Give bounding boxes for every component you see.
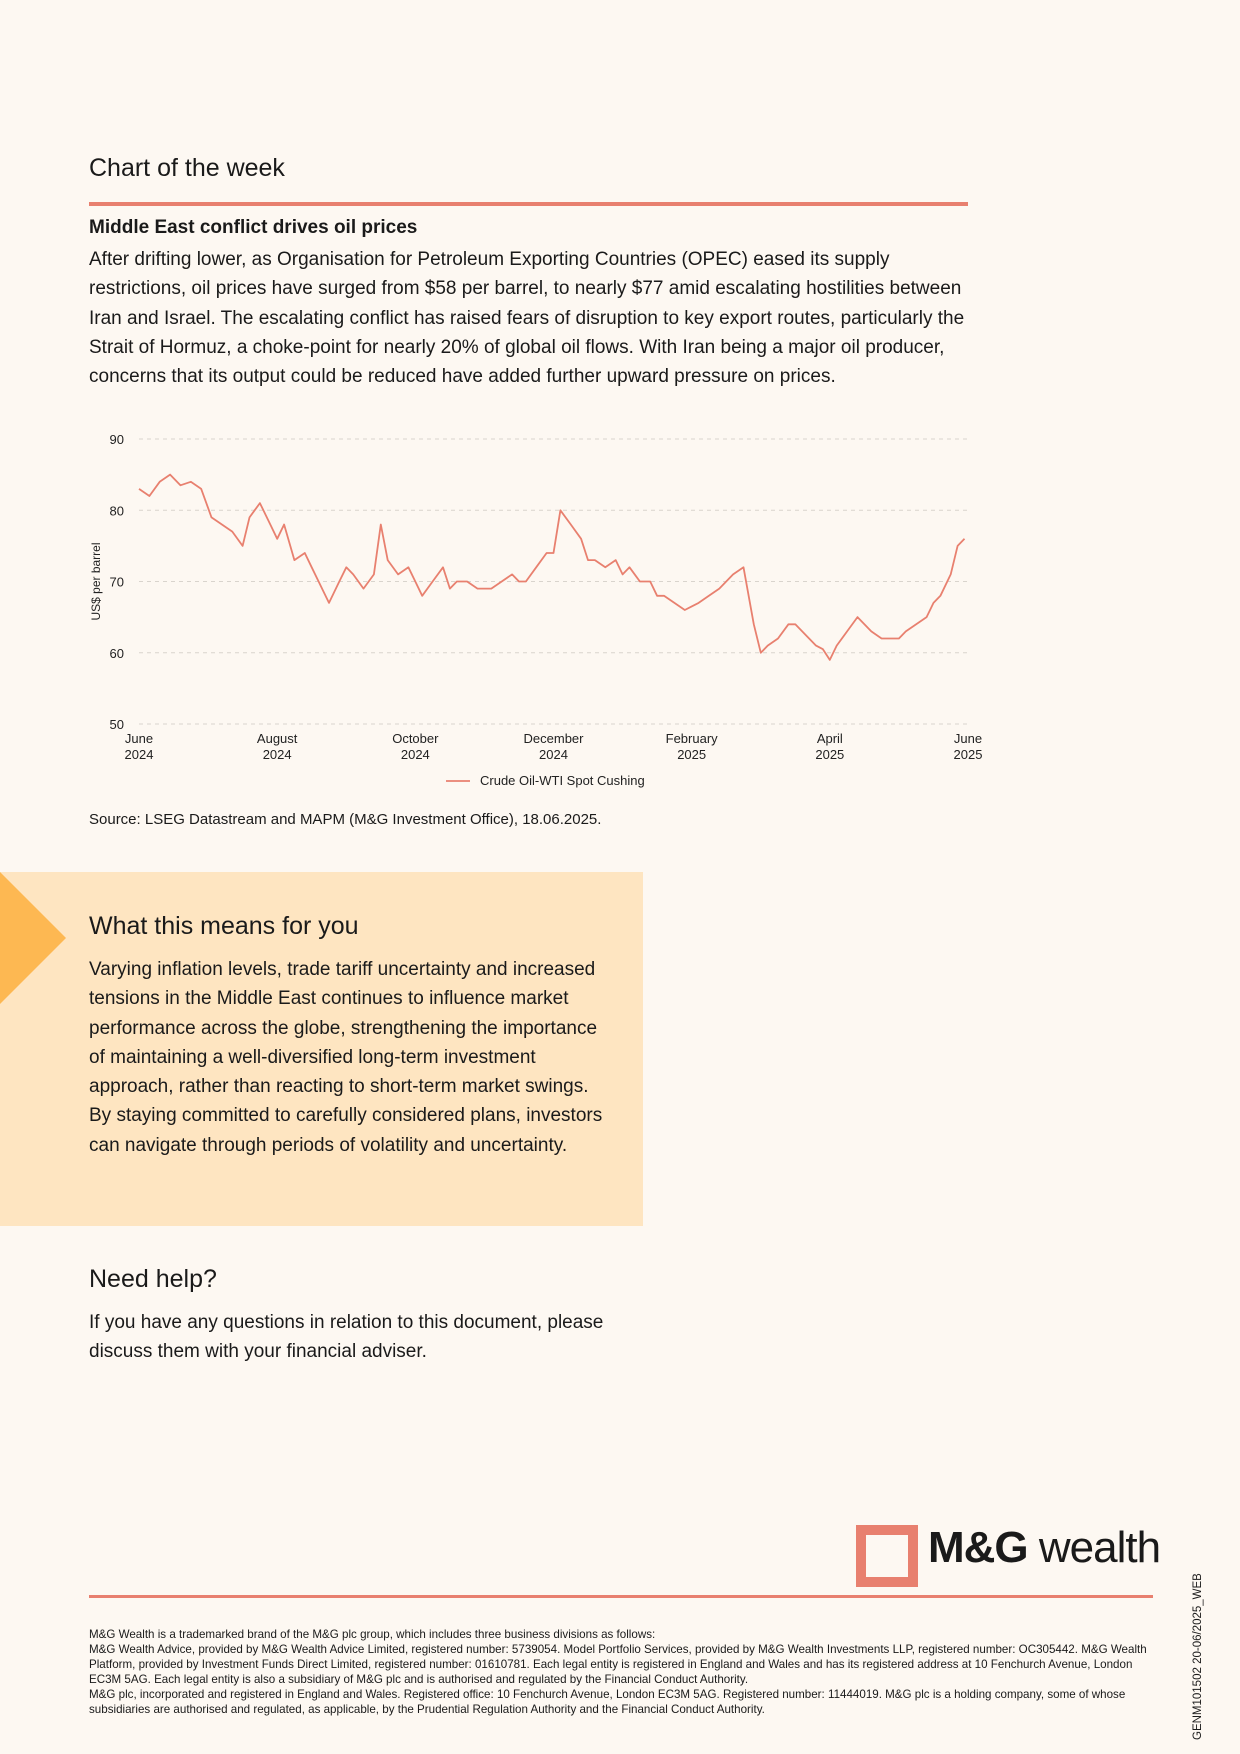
oil-price-chart	[80, 425, 1000, 805]
y-axis-title: US$ per barrel	[89, 542, 103, 621]
x-tick-label: 2024	[400, 747, 430, 762]
legal-line: M&G plc, incorporated and registered in England and Wales. Registered office: 10 Fenchurch Avenue, London EC3M 5AG. Registered number: 11444019. M&G plc is a holding company, some of whose subsidiaries are authorised and regulated, as applicable, by the Prudential Regulation Authority and the Financial Conduct Authority.	[89, 1688, 1126, 1716]
x-tick-label: October	[392, 731, 439, 746]
y-tick-label: 60	[109, 645, 124, 661]
chart-source-note: Source: LSEG Datastream and MAPM (M&G Investment Office), 18.06.2025.	[89, 811, 602, 828]
legal-line: M&G Wealth is a trademarked brand of the M&G plc group, which includes three business divisions as follows:	[89, 1628, 656, 1641]
article-subhead: Middle East conflict drives oil prices	[89, 217, 418, 238]
callout-body: Varying inflation levels, trade tariff uncertainty and increased tensions in the Middle East continues to influence market performance across the globe, strengthening the importance of maintaining a well-diversified long-term investment approach, rather than reacting to short-term market swings. By staying committed to carefully considered plans, investors can navigate through periods of volatility and uncertainty.	[89, 959, 603, 1156]
help-body: If you have any questions in relation to this document, please discuss them with your financial adviser.	[89, 1312, 604, 1363]
y-tick-label: 90	[109, 432, 124, 447]
legal-line: M&G Wealth Advice, provided by M&G Wealth Advice Limited, registered number: 5739054. Model Portfolio Services, provided by M&G Wealth Investments LLP, registered number: OC305442. M&G Wealth Platform, provided by Investment Funds Direct Limited, registered number: 01610781. Each legal entity is registered in England and Wales and has its registered address at 10 Fenchurch Avenue, London EC3M 5AG. Each legal entity is also a subsidiary of M&G plc and is authorised and regulated by the Financial Conduct Authority.	[89, 1643, 1147, 1686]
help-title: Need help?	[89, 1265, 217, 1293]
y-tick-label: 70	[109, 574, 124, 590]
callout-arrow-icon	[0, 872, 66, 1004]
brand-name: M&G	[928, 1523, 1028, 1572]
x-tick-label: June	[124, 731, 154, 746]
brand-logo	[928, 1523, 1160, 1573]
x-tick-label: 2024	[124, 747, 154, 762]
article-body: After drifting lower, as Organisation for Petroleum Exporting Countries (OPEC) eased its supply restrictions, oil prices have surged from $58 per barrel, to nearly $77 amid escalating hostilities between Iran and Israel. The escalating conflict has raised fears of disruption to key export routes, particularly the Strait of Hormuz, a choke-point for nearly 20% of global oil flows. With Iran being a major oil producer, concerns that its output could be reduced have added further upward pressure on prices.	[89, 249, 965, 388]
x-tick-label: February	[665, 731, 718, 746]
x-tick-label: August	[256, 731, 298, 746]
section-title: Chart of the week	[89, 154, 285, 182]
legal-disclaimer	[89, 1627, 1149, 1717]
brand-square-icon	[856, 1525, 918, 1587]
legend-label: Crude Oil-WTI Spot Cushing	[480, 773, 645, 788]
document-reference: GENM101502 20-06/2025_WEB	[1192, 1573, 1204, 1740]
x-tick-label: 2024	[539, 747, 568, 762]
x-tick-label: 2024	[262, 747, 292, 762]
section-divider	[89, 202, 968, 206]
y-tick-label: 80	[109, 503, 124, 519]
brand-product: wealth	[1027, 1523, 1161, 1572]
x-tick-label: April	[816, 731, 843, 746]
callout-title: What this means for you	[89, 912, 359, 940]
x-tick-label: 2025	[815, 747, 845, 762]
footer-divider	[89, 1595, 1153, 1598]
series-line	[139, 475, 965, 660]
y-tick-label: 50	[109, 717, 124, 732]
x-tick-label: 2025	[677, 747, 707, 762]
x-tick-label: June	[953, 731, 983, 746]
x-tick-label: 2025	[953, 747, 983, 762]
x-tick-label: December	[523, 731, 584, 746]
